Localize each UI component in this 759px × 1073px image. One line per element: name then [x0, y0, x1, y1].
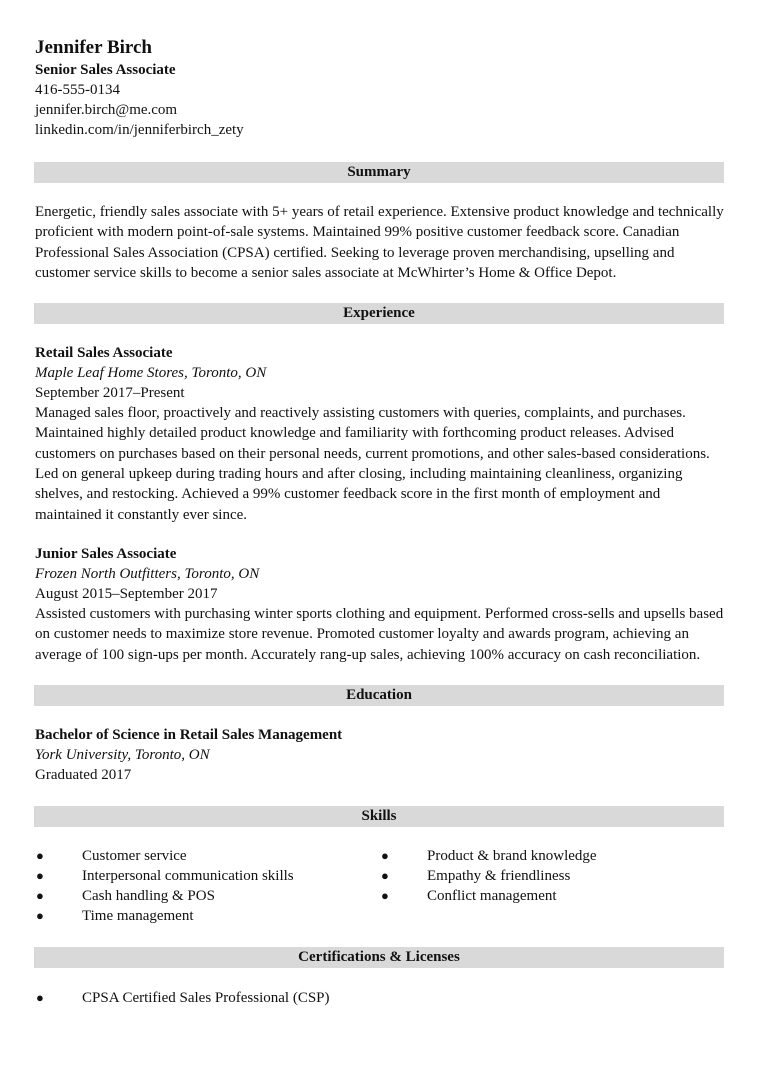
school: York University, Toronto, ON	[35, 746, 210, 763]
job-dates: August 2015–September 2017	[35, 585, 218, 602]
summary-text: Energetic, friendly sales associate with 5+ years of retail experience. Extensive product knowledge and technically proficient with modern point-of-sale systems. Maintained 99% positive customer feedback score. Canadian Professional Sales Association (CPSA) certified. Seeking to leverage proven merchandising, upselling and customer service skills to become a senior sales associate at McWhirter’s Home & Office Depot.	[35, 204, 724, 281]
section-heading-education: Education	[34, 685, 724, 706]
email-address: jennifer.birch@me.com	[35, 102, 178, 118]
resume-header	[35, 36, 725, 140]
skill-item	[380, 866, 725, 886]
skill-item	[35, 906, 380, 926]
graduation-date: Graduated 2017	[35, 766, 132, 783]
skill-label: Product & brand knowledge	[427, 847, 597, 864]
job-entry	[35, 544, 725, 665]
bullet-icon: ●	[36, 907, 44, 923]
skill-item	[35, 886, 380, 906]
job-role: Retail Sales Associate	[35, 345, 173, 362]
skills-column-right	[380, 846, 725, 926]
bullet-icon: ●	[36, 989, 44, 1005]
bullet-icon: ●	[381, 887, 389, 903]
bullet-icon: ●	[381, 867, 389, 883]
phone-number: 416-555-0134	[35, 82, 120, 98]
linkedin-url: linkedin.com/in/jenniferbirch_zety	[35, 122, 244, 138]
job-company: Maple Leaf Home Stores, Toronto, ON	[35, 365, 267, 382]
candidate-title: Senior Sales Associate	[35, 62, 176, 78]
skill-label: Interpersonal communication skills	[82, 867, 294, 884]
degree: Bachelor of Science in Retail Sales Management	[35, 726, 343, 743]
skill-item	[380, 886, 725, 906]
bullet-icon: ●	[36, 847, 44, 863]
section-heading-summary: Summary	[34, 162, 724, 183]
skill-label: Conflict management	[427, 887, 557, 904]
bullet-icon: ●	[36, 867, 44, 883]
resume-page	[35, 36, 725, 1008]
candidate-name: Jennifer Birch	[35, 37, 152, 58]
skill-item	[380, 846, 725, 866]
bullet-icon: ●	[36, 887, 44, 903]
job-company: Frozen North Outfitters, Toronto, ON	[35, 565, 260, 582]
skill-item	[35, 866, 380, 886]
skill-label: Cash handling & POS	[82, 887, 215, 904]
skill-item	[35, 846, 380, 866]
job-description: Assisted customers with purchasing winter sports clothing and equipment. Performed cross-sells and upsells based on customer needs to maximize store revenue. Promoted customer loyalty and awards program, achieving an average of 100 sign-ups per month. Accurately rang-up sales, achieving 100% accuracy on cash reconciliation.	[35, 605, 724, 663]
skill-label: Customer service	[82, 847, 187, 864]
job-entry	[35, 343, 725, 525]
skills-column-left	[35, 846, 380, 926]
job-role: Junior Sales Associate	[35, 545, 177, 562]
skill-label: Time management	[82, 907, 194, 924]
certifications-list	[35, 988, 725, 1008]
section-heading-certifications: Certifications & Licenses	[34, 947, 724, 968]
bullet-icon: ●	[381, 847, 389, 863]
job-description: Managed sales floor, proactively and reactively assisting customers with queries, complaints, and purchases. Maintained highly detailed product knowledge and familiarity with forthcoming product releases. Advised customers on purchases based on their personal needs, current promotions, and other sales-based considerations. Led on general upkeep during trading hours and after closing, including maintaining cleanliness, organizing shelves, and restocking. Achieved a 99% customer feedback score in the first month of employment and maintained it constantly ever since.	[35, 405, 710, 523]
section-heading-skills: Skills	[34, 806, 724, 827]
job-dates: September 2017–Present	[35, 385, 185, 402]
certifications-column	[35, 988, 402, 1008]
certification-label: CPSA Certified Sales Professional (CSP)	[82, 989, 330, 1006]
certification-item	[35, 988, 402, 1008]
skills-list	[35, 846, 725, 926]
section-heading-experience: Experience	[34, 303, 724, 324]
education-entry	[35, 725, 725, 785]
skill-label: Empathy & friendliness	[427, 867, 571, 884]
